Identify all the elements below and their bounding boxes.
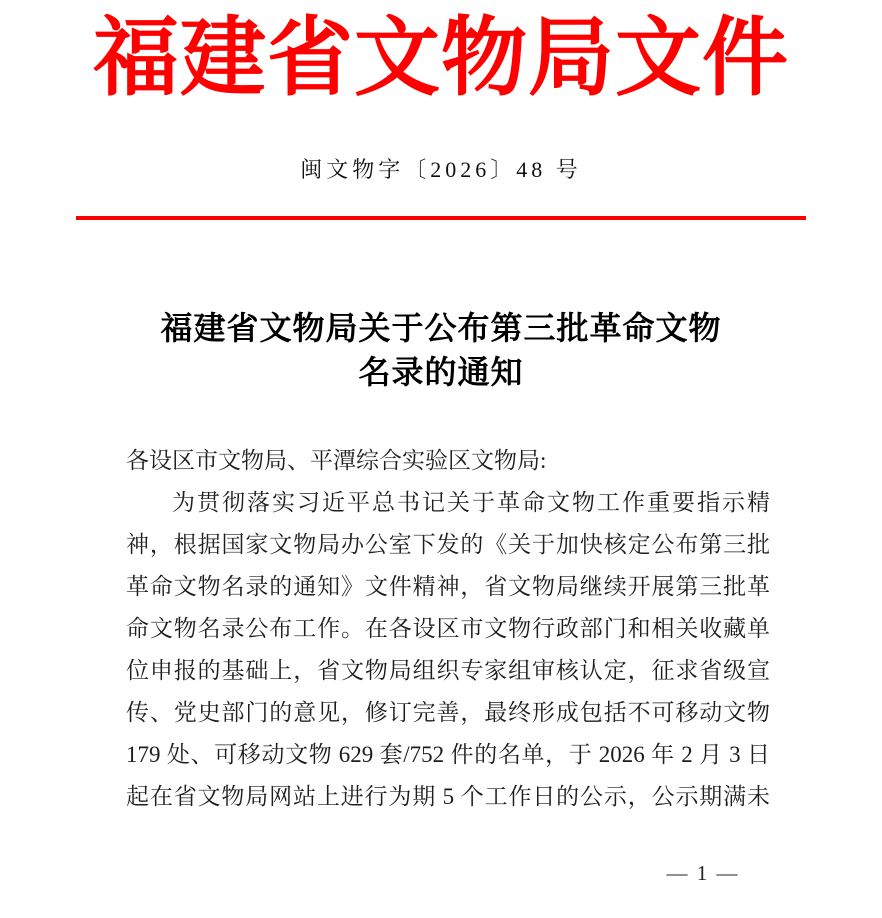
body-text-line: 为贯彻落实习近平总书记关于革命文物工作重要指示精 [172,490,770,515]
body-text-line: 位申报的基础上，省文物局组织专家组审核认定，征求省级宣 [126,658,770,683]
page-number: — 1 — [666,861,740,885]
document-reference-number: 闽文物字〔2026〕48 号 [300,157,582,182]
document-title [0,306,882,394]
body-text-line: 179 处、可移动文物 629 套/752 件的名单，于 2026 年 2 月 3 日 [126,742,770,767]
salutation-line: 各设区市文物局、平潭综合实验区文物局: [126,448,547,473]
letterhead-title: 福建省文物局文件 [93,10,789,106]
document-body [126,440,770,818]
red-divider-rule [76,216,806,220]
document-title-line-2: 名录的通知 [358,354,524,390]
body-text-line: 起在省文物局网站上进行为期 5 个工作日的公示，公示期满未 [126,784,770,809]
body-text-line: 革命文物名录的通知》文件精神，省文物局继续开展第三批革 [126,574,770,599]
body-text-line: 命文物名录公布工作。在各设区市文物行政部门和相关收藏单 [126,616,770,641]
body-text-line: 传、党史部门的意见，修订完善，最终形成包括不可移动文物 [126,700,770,725]
body-text-line: 神，根据国家文物局办公室下发的《关于加快核定公布第三批 [126,532,770,557]
document-title-line-1: 福建省文物局关于公布第三批革命文物 [160,310,722,346]
